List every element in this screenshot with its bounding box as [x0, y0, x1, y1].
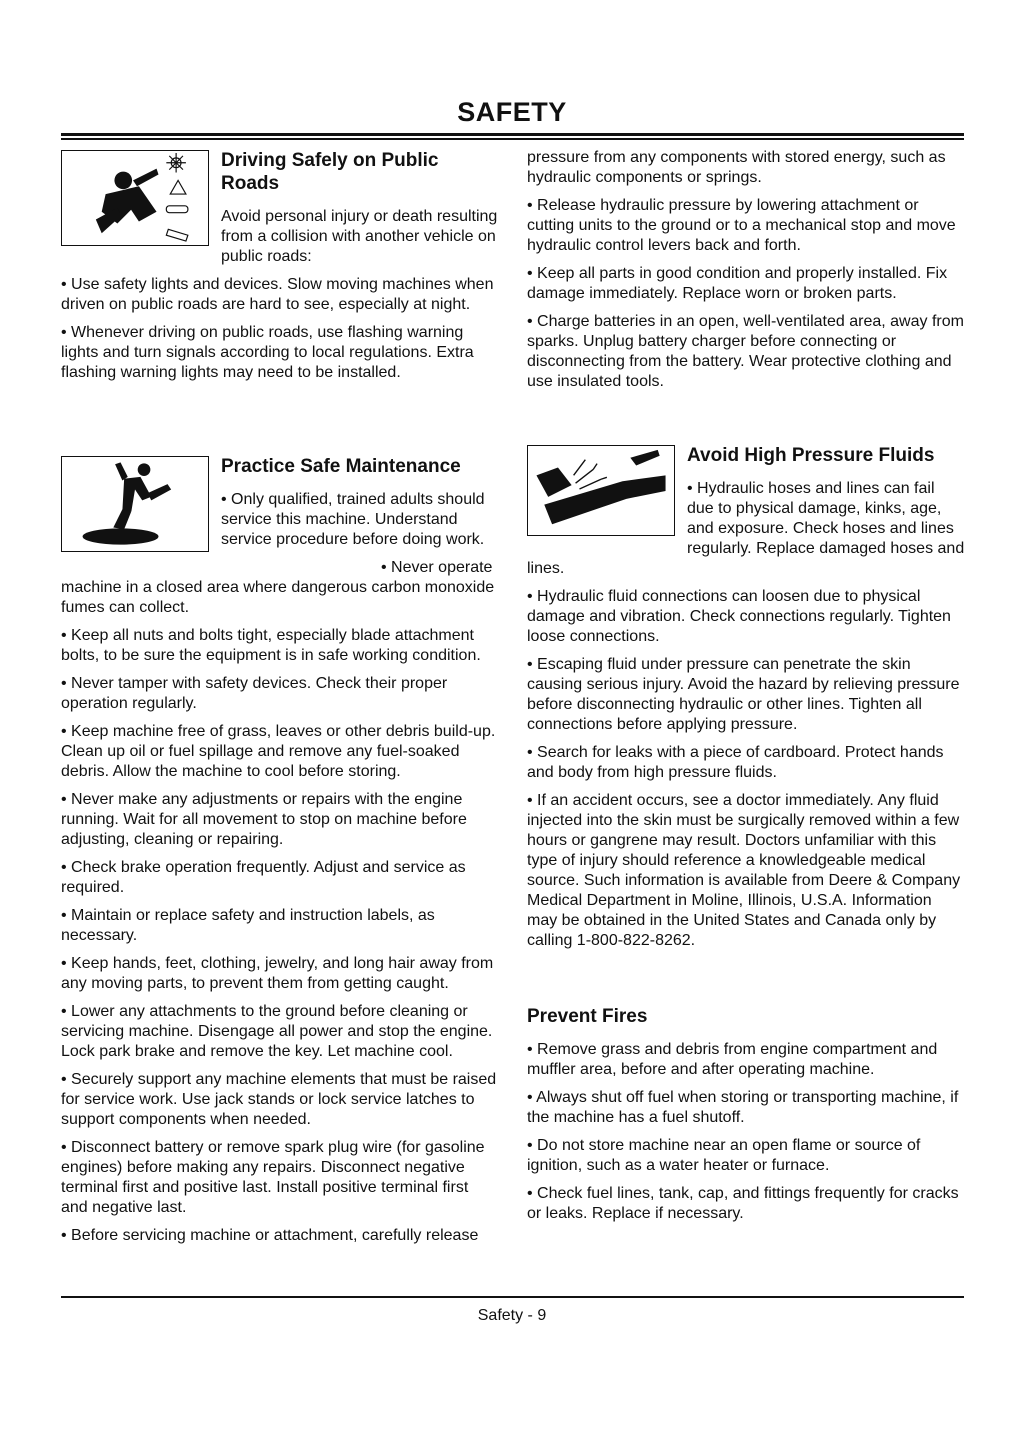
list-item: • Lower any attachments to the ground before cleaning or servicing machine. Disengage all power and stop the engine. Lock park brake and remove the key. Let machine cool. — [61, 1003, 493, 1060]
list-item: • Check fuel lines, tank, cap, and fittings frequently for cracks or leaks. Replace if necessary. — [527, 1185, 959, 1222]
list-item: • Keep machine free of grass, leaves or other debris build-up. Clean up oil or fuel spillage and remove any fuel-soaked debris. Allow the machine to cool before storing. — [61, 723, 496, 780]
list-item: • Charge batteries in an open, well-ventilated area, away from sparks. Unplug battery charger before connecting or disconnecting from the battery. Wear protective clothing and use insulated tools. — [527, 313, 964, 390]
list-item: • Escaping fluid under pressure can penetrate the skin causing serious injury. Avoid the hazard by relieving pressure before disconnecting hydraulic or other lines. Tighten all connections before applying pressure. — [527, 656, 960, 733]
list-item: • Never operate machine in a closed area where dangerous carbon monoxide fumes can collect. — [61, 559, 495, 616]
list-item: • Keep hands, feet, clothing, jewelry, and long hair away from any moving parts, to prevent them from getting caught. — [61, 955, 494, 992]
list-item: • Remove grass and debris from engine compartment and muffler area, before and after operating machine. — [527, 1041, 938, 1078]
list-item: • Never make any adjustments or repairs with the engine running. Wait for all movement to stop on machine before adjusting, cleaning or repairing. — [61, 791, 467, 848]
list-item: • Securely support any machine elements that must be raised for service work. Use jack stands or lock service latches to support components when needed. — [61, 1071, 497, 1128]
list-item: • Maintain or replace safety and instruction labels, as necessary. — [61, 907, 435, 944]
heading-safe-maintenance: Practice Safe Maintenance — [221, 456, 461, 477]
page-number: Safety - 9 — [477, 1307, 547, 1324]
list-item: • Never tamper with safety devices. Check their proper operation regularly. — [61, 675, 448, 712]
list-item: • Keep all nuts and bolts tight, especially blade attachment bolts, to be sure the equipment is in safe working condition. — [61, 627, 481, 664]
collision-warning-icon — [61, 150, 209, 246]
list-item: • Before servicing machine or attachment, carefully release — [61, 1227, 479, 1244]
header-rule — [61, 133, 964, 136]
list-item: • Only qualified, trained adults should service this machine. Understand service procedure before doing work. — [221, 491, 485, 548]
slip-fall-icon — [61, 456, 209, 552]
list-item: • Release hydraulic pressure by lowering attachment or cutting units to the ground or to a mechanical stop and move hydraulic control levers back and forth. — [527, 197, 956, 254]
section-driving-safely — [61, 149, 499, 391]
list-item: • Disconnect battery or remove spark plug wire (for gasoline engines) before making any repairs. Disconnect negative terminal first and positive last. Install positive terminal first and negative last. — [61, 1139, 485, 1216]
list-item: • Keep all parts in good condition and properly installed. Fix damage immediately. Replace worn or broken parts. — [527, 265, 948, 302]
heading-high-pressure-fluids: Avoid High Pressure Fluids — [687, 445, 935, 466]
list-item: • Check brake operation frequently. Adjust and service as required. — [61, 859, 466, 896]
list-item: • Search for leaks with a piece of cardboard. Protect hands and body from high pressure fluids. — [527, 744, 944, 781]
heading-prevent-fires: Prevent Fires — [527, 1006, 648, 1027]
section-safe-maintenance — [61, 455, 499, 1254]
list-item: • Use safety lights and devices. Slow moving machines when driven on public roads are hard to see, especially at night. — [61, 276, 494, 313]
section-maintenance-continued — [527, 148, 965, 400]
list-item: • Do not store machine near an open flame or source of ignition, such as a water heater or furnace. — [527, 1137, 921, 1174]
list-item: pressure from any components with stored energy, such as hydraulic components or springs. — [527, 149, 946, 186]
driving-intro: Avoid personal injury or death resulting from a collision with another vehicle on public roads: — [221, 208, 498, 265]
list-item: • If an accident occurs, see a doctor immediately. Any fluid injected into the skin must be surgically removed within a few hours or gangrene may result. Doctors unfamiliar with this type of injury should reference a knowledgeable medical source. Such information is available from Deere & Company Medical Department in Moline, Illinois, U.S.A. Information may be obtained in the United States and Canada only by calling 1-800-822-8262. — [527, 792, 961, 949]
list-item: • Hydraulic hoses and lines can fail due to physical damage, kinks, age, and exposure. Check hoses and lines regularly. Replace damaged hoses and lines. — [527, 480, 965, 577]
list-item: • Always shut off fuel when storing or transporting machine, if the machine has a fuel shutoff. — [527, 1089, 959, 1126]
page-title: SAFETY — [457, 97, 567, 127]
header-rule-thin — [61, 138, 964, 140]
heading-driving-safely: Driving Safely on Public Roads — [221, 150, 439, 194]
footer-rule — [61, 1296, 964, 1298]
section-prevent-fires — [527, 1005, 965, 1232]
list-item: • Hydraulic fluid connections can loosen due to physical damage and vibration. Check connections regularly. Tighten loose connections. — [527, 588, 951, 645]
list-item: • Whenever driving on public roads, use flashing warning lights and turn signals according to local regulations. Extra flashing warning lights may need to be installed. — [61, 324, 474, 381]
high-pressure-fluid-icon — [527, 445, 675, 536]
section-high-pressure-fluids — [527, 444, 965, 959]
